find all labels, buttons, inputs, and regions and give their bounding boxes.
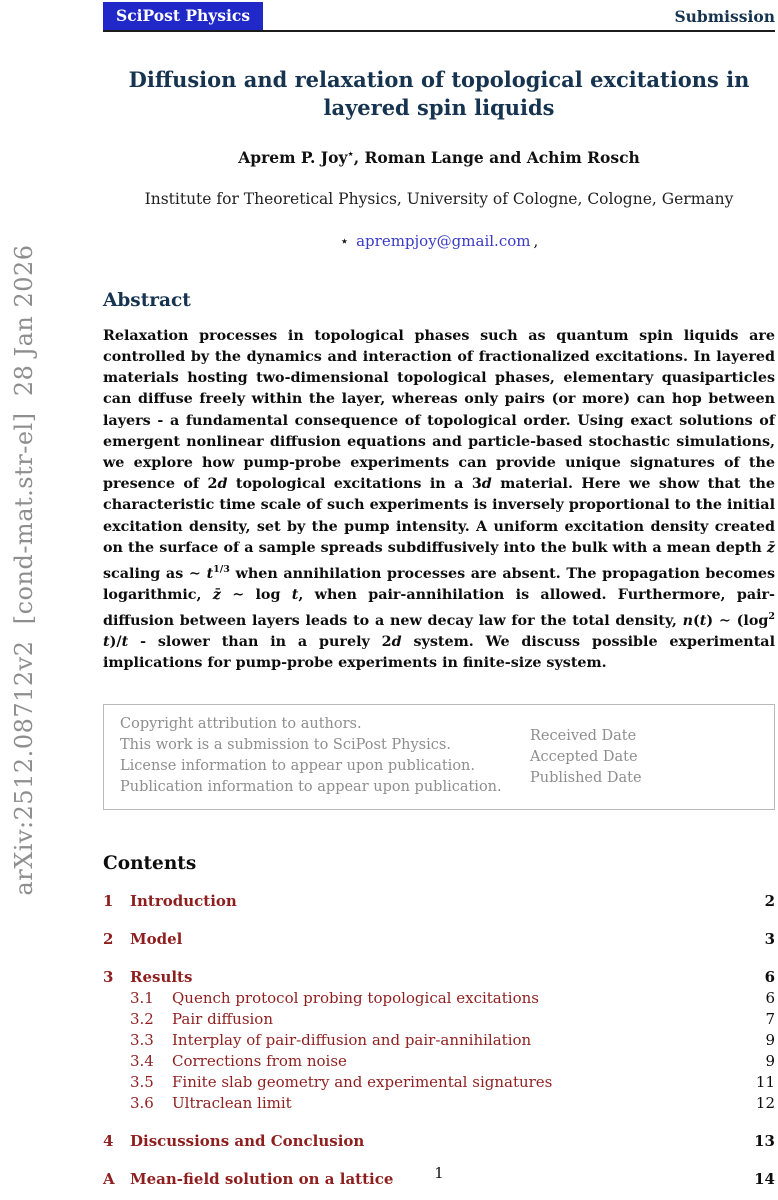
toc-entry-page: 6 [765, 989, 775, 1008]
toc-entry[interactable] [103, 1131, 775, 1152]
license-line: Publication information to appear upon publication. [120, 779, 502, 796]
toc-entry[interactable] [103, 967, 775, 988]
submission-label: Submission [674, 7, 775, 26]
toc-entry-label[interactable]: Finite slab geometry and experimental signatures [172, 1073, 553, 1092]
toc-entry-page: 6 [764, 968, 775, 987]
star-symbol: ⋆ [339, 231, 350, 250]
journal-brand-badge [103, 2, 263, 30]
toc-entry[interactable] [103, 1072, 775, 1093]
page-header [103, 0, 775, 32]
license-box [103, 704, 775, 810]
toc-entry-label[interactable]: Interplay of pair-diffusion and pair-annihilation [172, 1031, 532, 1050]
toc-entry-label[interactable]: Ultraclean limit [172, 1094, 292, 1113]
accepted-date-label: Accepted Date [530, 749, 638, 766]
toc-entry-page: 9 [765, 1031, 775, 1050]
license-line: Copyright attribution to authors. [120, 716, 362, 733]
toc-entry-number[interactable]: 1 [103, 892, 114, 911]
toc-entry[interactable] [103, 929, 775, 950]
toc-entry-number[interactable]: 3 [103, 968, 114, 987]
toc-entry-label[interactable]: Model [130, 930, 183, 949]
toc-entry-label[interactable]: Discussions and Conclusion [130, 1132, 365, 1151]
toc-entry[interactable] [103, 1051, 775, 1072]
paper-content [103, 0, 775, 1190]
toc-entry-label[interactable]: Mean-field solution on a lattice [130, 1170, 394, 1189]
abstract-heading: Abstract [103, 289, 191, 311]
email-link[interactable]: aprempjoy@gmail.com [356, 231, 531, 250]
affiliation-line: Institute for Theoretical Physics, University of Cologne, Cologne, Germany [144, 189, 734, 208]
abstract-text: Relaxation processes in topological phases such as quantum spin liquids are controlled by the dynamics and interaction of fractionalized excitations. In layered materials hosting two-dimensional topological phases, elementary quasiparticles can diffuse freely within the layer, whereas only pairs (or more) can hop between layers - a fundamental consequence of topological order. Using exact solutions of emergent nonlinear diffusion equations and particle-based stochastic simulations, we explore how pump-probe experiments can provide unique signatures of the presence of 2d topological excitations in a 3d material. Here we show that the characteristic time scale of such experiments is inversely proportional to the initial excitation density, set by the pump intensity. A uniform excitation density created on the surface of a sample spreads subdiffusively into the bulk with a mean depth z̄ scaling as ∼ $t^{1/3}$ when annihilation processes are absent. The propagation becomes logarithmic, z̄ ∼ log t, when pair-annihilation is allowed. Furthermore, pair-diffusion between layers leads to a new decay law for the total density, n(t) ∼ ($\log^2$ t)/t - slower than in a purely 2d system. We discuss possible experimental implications for pump-probe experiments in finite-size system. [103, 327, 776, 672]
publication-dates [530, 714, 758, 798]
arxiv-watermark: arXiv:2512.08712v2 [cond-mat.str-el] 28 Jan 2026 [10, 244, 38, 896]
contents-heading: Contents [103, 853, 197, 875]
toc-entry-page: 7 [765, 1010, 775, 1029]
license-line: License information to appear upon publication. [120, 758, 476, 775]
toc-entry-page: 11 [755, 1073, 775, 1092]
toc-entry-page: 13 [754, 1132, 775, 1151]
email-suffix: , [533, 231, 539, 250]
toc-entry-number[interactable]: 4 [103, 1132, 114, 1151]
email-line [103, 232, 775, 250]
toc-entry-page: 3 [764, 930, 775, 949]
toc-entry-number[interactable]: 3.5 [130, 1073, 154, 1092]
toc-entry-number[interactable]: A [103, 1170, 115, 1189]
license-statements [120, 714, 502, 798]
toc-entry-label[interactable]: Pair diffusion [172, 1010, 274, 1029]
page-number: 1 [434, 1164, 444, 1182]
paper-title: Diffusion and relaxation of topological excitations in layered spin liquids [128, 67, 750, 121]
toc-entry-number[interactable]: 3.1 [130, 989, 154, 1008]
toc-entry-label[interactable]: Quench protocol probing topological excitations [172, 989, 539, 1008]
toc-entry-label[interactable]: Introduction [130, 892, 237, 911]
toc-entry[interactable] [103, 1009, 775, 1030]
toc-entry-page: 14 [754, 1170, 775, 1189]
authors-line: Aprem P. Joy⋆, Roman Lange and Achim Rosch [238, 147, 640, 167]
journal-brand-label: SciPost Physics [116, 6, 251, 25]
toc-entry[interactable] [103, 1093, 775, 1114]
toc-entry-page: 9 [765, 1052, 775, 1071]
toc-entry[interactable] [103, 1030, 775, 1051]
toc-entry-number[interactable]: 2 [103, 930, 114, 949]
toc-entry-label[interactable]: Corrections from noise [172, 1052, 347, 1071]
license-line: This work is a submission to SciPost Physics. [120, 737, 451, 754]
toc-entry-label[interactable]: Results [130, 968, 193, 987]
toc-entry-number[interactable]: 3.3 [130, 1031, 154, 1050]
toc-entry[interactable] [103, 988, 775, 1009]
published-date-label: Published Date [530, 770, 642, 787]
toc-entry[interactable] [103, 891, 775, 912]
toc-entry-page: 12 [755, 1094, 775, 1113]
received-date-label: Received Date [530, 728, 637, 745]
toc-list [103, 891, 775, 1190]
toc-entry-number[interactable]: 3.4 [130, 1052, 154, 1071]
toc-entry-number[interactable]: 3.6 [130, 1094, 154, 1113]
toc-entry-page: 2 [764, 892, 775, 911]
toc-entry-number[interactable]: 3.2 [130, 1010, 154, 1029]
